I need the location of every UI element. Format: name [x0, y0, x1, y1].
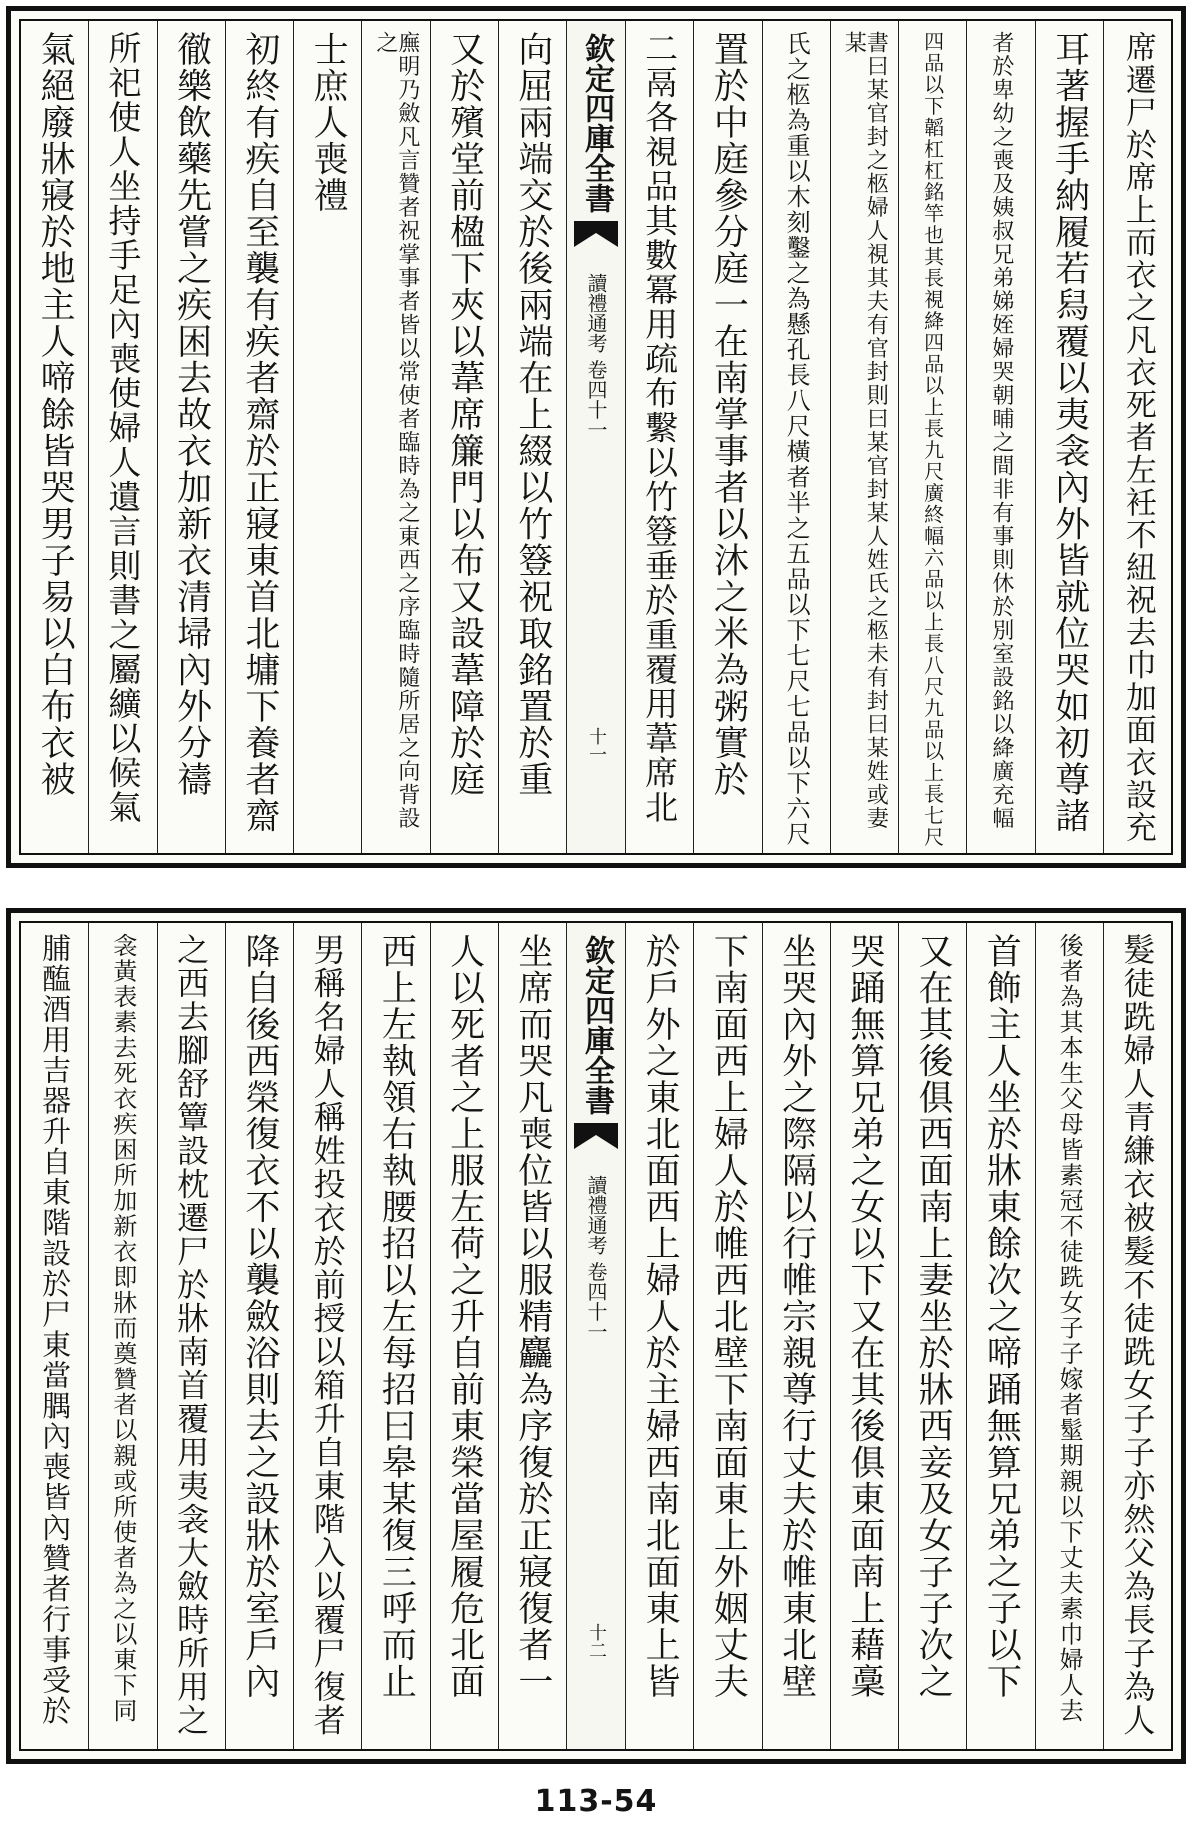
top-page [6, 6, 1186, 868]
text-column: 又於殯堂前楹下夾以葦席簾門以布又設葦障於庭 [430, 21, 498, 853]
book-title: 讀禮通考 卷四十一 [584, 273, 608, 440]
text-column: 又在其後俱西面南上妻坐於牀西妾及女子子次之 [898, 923, 966, 1749]
text-column: 人以死者之上服左荷之升自前東榮當屋履危北面 [430, 923, 498, 1749]
text-column: 初終有疾自至襲有疾者齋於正寢東首北墉下養者齋 [225, 21, 293, 853]
text-column: 士庶人喪禮 [293, 21, 361, 853]
text-column: 坐席而哭凡喪位皆以服精麤為序復於正寢復者一 [498, 923, 566, 1749]
top-page-frame [19, 19, 1173, 855]
text-column: 者於卑幼之喪及姨叔兄弟娣姪婦哭朝晡之間非有事則休於別室設銘以絳廣充幅 [966, 21, 1034, 853]
text-column: 降自後西榮復衣不以襲斂浴則去之設牀於室戶內 [225, 923, 293, 1749]
leaf-number: 十一 [586, 727, 607, 763]
leaf-number: 十二 [586, 1623, 607, 1659]
page-number: 113-54 [534, 1784, 658, 1819]
center-fold [566, 923, 625, 1749]
bottom-page [6, 908, 1186, 1764]
text-column: 首飾主人坐於牀東餘次之啼踊無算兄弟之子以下 [966, 923, 1034, 1749]
text-column: 之西去腳舒簟設枕遷尸於牀南首覆用夷衾大斂時所用之 [157, 923, 225, 1749]
text-column: 耳著握手納履若舄覆以夷衾內外皆就位哭如初尊諸 [1035, 21, 1103, 853]
text-column: 脯醢酒用吉器升自東階設於尸東當腢內喪皆內贊者行事受於 [38, 933, 73, 1726]
text-column: 置於中庭參分庭一在南掌事者以沐之米為粥實於 [693, 21, 761, 853]
library-title: 欽定四庫全書 [579, 33, 614, 213]
text-column: 衾黃表素去死衣疾困所加新衣即牀而奠贊者以親或所使者為之以東下同 [88, 923, 156, 1749]
text-column: 男稱名婦人稱姓投衣於前授以箱升自東階入以覆尸復者 [293, 923, 361, 1749]
text-column: 髮徒跣婦人青縑衣被髮不徒跣女子子亦然父為長子為人 [1103, 923, 1171, 1749]
text-column: 二鬲各視品其數冪用疏布繫以竹簦垂於重覆用葦席北 [625, 21, 693, 853]
center-fold [566, 21, 625, 853]
text-column: 下南面西上婦人於帷西北壁下南面東上外姻丈夫 [693, 923, 761, 1749]
text-column: 所祀使人坐持手足內喪使婦人遺言則書之屬纊以候氣 [88, 21, 156, 853]
text-column: 氏之柩為重以木刻鑿之為懸孔長八尺橫者半之五品以下七尺七品以下六尺 [762, 21, 830, 853]
text-column: 氣絕廢牀寢於地主人啼餘皆哭男子易以白布衣被 [35, 31, 76, 798]
text-column: 於戶外之東北面西上婦人於主婦西南北面東上皆 [625, 923, 693, 1749]
text-column: 席遷尸於席上而衣之凡衣死者左衽不紐祝去巾加面衣設充 [1103, 21, 1171, 853]
text-column: 廡明乃斂凡言贊者祝掌事者皆以常使者臨時為之東西之序臨時隨所居之向背設之 [361, 21, 429, 853]
text-column: 哭踊無算兄弟之女以下又在其後俱東面南上藉稾 [830, 923, 898, 1749]
text-column: 四品以下韜杠杠銘竿也其長視絳四品以上長九尺廣終幅六品以上長八尺九品以上長七尺 [898, 21, 966, 853]
text-column: 書曰某官封之柩婦人視其夫有官封則曰某官封某人姓氏之柩未有封曰某姓或妻某 [830, 21, 898, 853]
fishtail-mark-icon [574, 221, 618, 247]
text-column: 向屈兩端交於後兩端在上綴以竹簦祝取銘置於重 [498, 21, 566, 853]
library-title: 欽定四庫全書 [579, 935, 614, 1115]
text-column: 後者為其本生父母皆素冠不徒跣女子子嫁者髽期親以下丈夫素巾婦人去 [1035, 923, 1103, 1749]
text-column: 西上左執領右執腰招以左每招曰皋某復三呼而止 [361, 923, 429, 1749]
bottom-page-frame [19, 921, 1173, 1751]
text-column: 徹樂飲藥先嘗之疾困去故衣加新衣清埽內外分禱 [157, 21, 225, 853]
fishtail-mark-icon [574, 1123, 618, 1149]
text-column: 坐哭內外之際隔以行帷宗親尊行丈夫於帷東北壁 [762, 923, 830, 1749]
book-title: 讀禮通考 卷四十一 [584, 1175, 608, 1342]
